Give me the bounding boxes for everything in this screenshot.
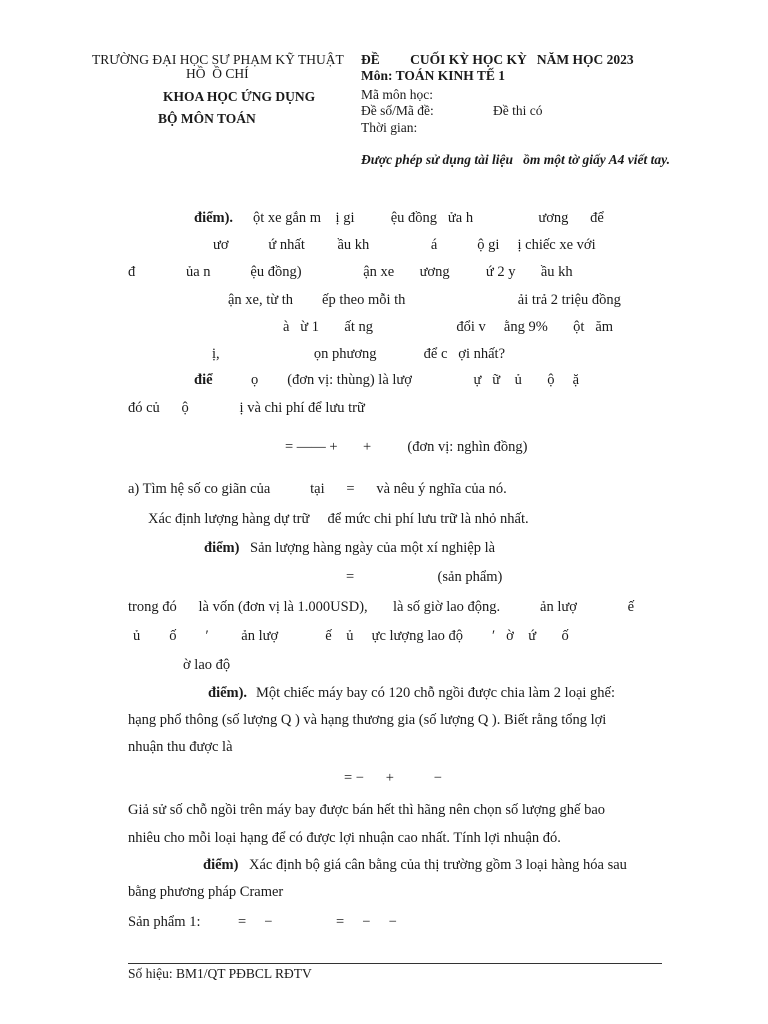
problem-1-score: điểm). <box>194 210 234 226</box>
page-count-label: Đề thi có <box>493 103 543 118</box>
course-code-label: Mã môn học: <box>361 87 433 102</box>
problem-4-line-4: Giả sử số chỗ ngồi trên máy bay được bán hết thì hãng nên chọn số lượng ghế bao <box>128 802 606 818</box>
materials-note: Được phép sử dụng tài liệu ồm một tờ giấy A4 viết tay. <box>361 152 671 167</box>
problem-5-product-1-supply: = − <box>238 914 273 930</box>
problem-2-part-b: Xác định lượng hàng dự trữ để mức chi phí lưu trữ là nhỏ nhất. <box>148 511 529 527</box>
problem-1-line-3: đ ủa n ệu đồng) ận xe ương ứ 2 y ầu kh <box>128 264 573 280</box>
subject-name: Môn: TOÁN KINH TẾ 1 <box>361 68 506 83</box>
problem-3-line-3: ủ ố ′ ản lượ ế ủ ực lượng lao độ ′ ờ ứ ố <box>133 628 569 644</box>
problem-2-cost-formula: = —— + + (đơn vị: nghìn đồng) <box>285 439 528 455</box>
exam-code-label: Đề số/Mã đề: <box>361 103 434 118</box>
problem-2-line-1: ọ (đơn vị: thùng) là lượ ự ữ ủ ộ ặ <box>251 372 580 388</box>
problem-4-line-5: nhiêu cho mỗi loại hạng để có được lợi nhuận cao nhất. Tính lợi nhuận đó. <box>128 830 561 846</box>
problem-5-line-1: Xác định bộ giá cân bằng của thị trường gồm 3 loại hàng hóa sau <box>249 857 627 873</box>
problem-2-line-2: đó củ ộ ị và chi phí để lưu trữ <box>128 400 365 416</box>
problem-1-line-4: ận xe, từ th ếp theo mỗi th ải trả 2 triệu đồng <box>228 292 621 308</box>
exam-title: ĐỀ CUỐI KỲ HỌC KỲ NĂM HỌC 2023 <box>361 52 634 67</box>
problem-2-score: điể <box>194 372 213 388</box>
problem-5-line-2: bằng phương pháp Cramer <box>128 884 284 900</box>
problem-4-line-2: hạng phổ thông (số lượng Q ) và hạng thương gia (số lượng Q ). Biết rằng tổng lợi <box>128 712 607 728</box>
problem-4-line-3: nhuận thu được là <box>128 739 233 755</box>
problem-1-line-6: ị, ọn phương để c ợi nhất? <box>212 346 506 362</box>
university-name-line2: HỒ Ồ CHÍ <box>186 66 249 81</box>
problem-5-product-1-label: Sản phẩm 1: <box>128 914 201 930</box>
problem-4-score: điểm). <box>208 685 248 701</box>
footer-document-code: Số hiệu: BM1/QT PĐBCL RĐTV <box>128 966 312 981</box>
problem-3-line-1: Sản lượng hàng ngày của một xí nghiệp là <box>250 540 496 556</box>
department-name: BỘ MÔN TOÁN <box>158 111 256 126</box>
problem-4-profit-formula: = − + − <box>344 770 442 786</box>
problem-3-score: điểm) <box>204 540 240 556</box>
problem-1-line-2: ươ ứ nhất ầu kh á ộ gi ị chiếc xe với <box>213 237 596 253</box>
university-name-line1: TRƯỜNG ĐẠI HỌC SƯ PHẠM KỸ THUẬT <box>92 52 344 67</box>
problem-1-line-1: ột xe gắn m ị gi ệu đồng ửa h ương để <box>253 210 604 226</box>
footer-divider <box>128 963 662 964</box>
problem-5-product-1-demand: = − − <box>336 914 397 930</box>
problem-1-line-5: à ừ 1 ất ng đổi v ằng 9% ột ăm <box>283 319 614 335</box>
problem-4-line-1: Một chiếc máy bay có 120 chỗ ngồi được chia làm 2 loại ghế: <box>256 685 615 701</box>
problem-2-part-a: a) Tìm hệ số co giãn của tại = và nêu ý nghĩa của nó. <box>128 481 507 497</box>
problem-3-production-formula: = (sản phẩm) <box>346 569 503 585</box>
faculty-name: KHOA HỌC ỨNG DỤNG <box>163 89 316 104</box>
time-label: Thời gian: <box>361 120 418 135</box>
problem-3-line-4: ờ lao độ <box>183 657 231 673</box>
problem-5-score: điểm) <box>203 857 239 873</box>
problem-3-line-2: trong đó là vốn (đơn vị là 1.000USD), là số giờ lao động. ản lượ ế <box>128 599 635 615</box>
